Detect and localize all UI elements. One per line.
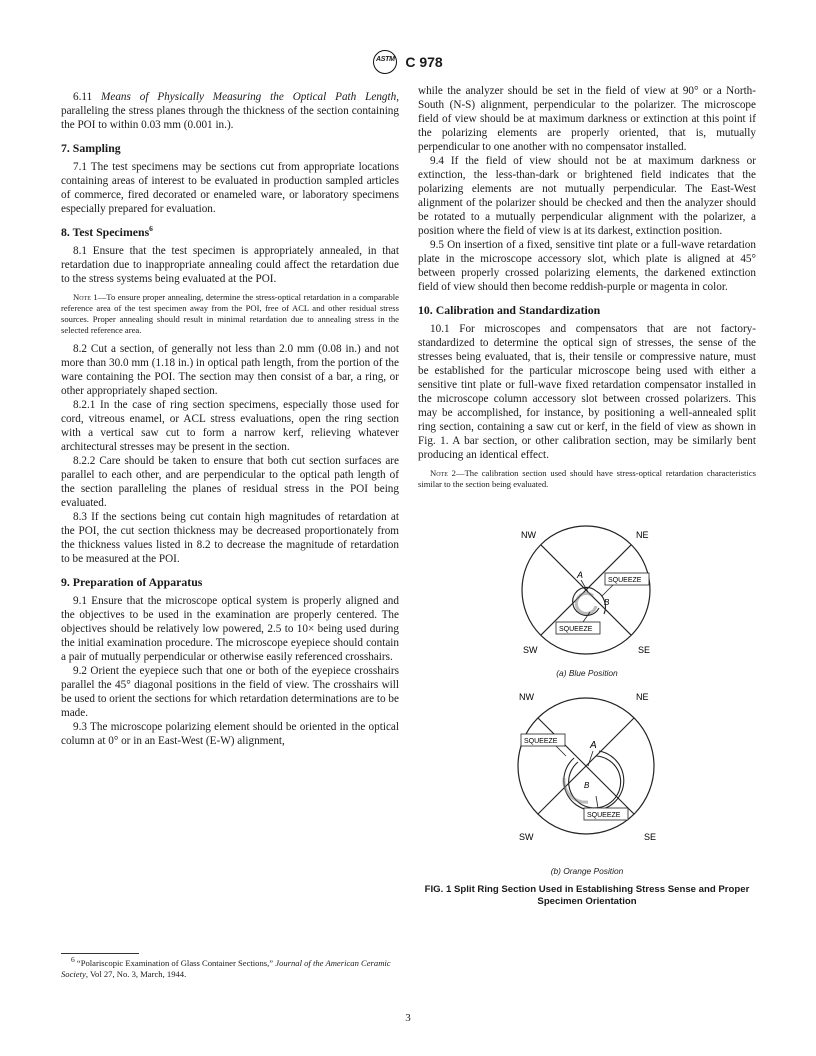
footnote-6: $^6$ “Polariscopic Examination of Glass Container Sections,” Journal of the American Ceramic Society, Vol 27, No. 3, March, 1944.	[61, 955, 391, 979]
compass-se: SE	[638, 645, 651, 655]
astm-logo-icon: ASTM	[373, 50, 397, 74]
paragraph-9-4: 9.4 If the field of view should not be at maximum darkness or extinction, the less-than-dark or brightened field indicates that the polarizing elements are not mutually perpendicular. The East-West alignment of the polarizer should be checked and then the analyzer should be rotated to a mutually perpendicular alignment with the polarizer, a position where the field of view is at its darkest, extinction position.	[418, 155, 756, 237]
standard-designation: C 978	[405, 54, 443, 70]
paragraph-9-3: 9.3 The microscope polarizing element should be oriented in the optical column at 0° or in an East-West (E-W) alignment,	[61, 721, 399, 747]
compass-ne: NE	[636, 692, 649, 702]
squeeze-label-upper: SQUEEZE	[524, 738, 558, 745]
compass-nw: NW	[519, 692, 534, 702]
split-ring-diagram-orange	[418, 678, 756, 863]
section-heading-sampling: 7. Sampling	[61, 141, 121, 155]
figure-caption: FIG. 1 Split Ring Section Used in Establishing Stress Sense and Proper Specimen Orientation	[424, 884, 750, 907]
left-column	[61, 90, 399, 748]
caption-orange-position: (b) Orange Position	[550, 866, 624, 876]
squeeze-label-lower: SQUEEZE	[587, 812, 621, 819]
label-a: A	[590, 740, 597, 751]
paragraph-7-1: 7.1 The test specimens may be sections cut from appropriate locations containing areas of interest to be evaluated in production sampled articles of commerce, fired decorated or enameled ware, or laboratory specimens especially prepared for evaluation.	[61, 161, 399, 215]
page-number: 3	[405, 1012, 411, 1024]
section-heading-preparation: 9. Preparation of Apparatus	[61, 575, 203, 589]
paragraph-6-11: 6.11 Means of Physically Measuring the Optical Path Length, paralleling the stress planes through the thickness of the section containing the POI to within 0.03 mm (0.001 in.).	[61, 91, 399, 131]
section-heading-test-specimens: 8. Test Specimens$^6$	[61, 224, 153, 239]
label-a: A	[577, 570, 584, 580]
squeeze-label-upper: SQUEEZE	[608, 577, 642, 584]
paragraph-9-3-continued: while the analyzer should be set in the field of view at 90° or a North-South (N-S) alignment, perpendicular to the polarizer. The microscope field of view should be at maximum darkness or extinction at this point if the polarizing elements are properly oriented, that is, mutually perpendicular to one another with no compensator installed.	[418, 85, 756, 153]
note-1: Note 1—To ensure proper annealing, determine the stress-optical retardation in a comparable reference area of the test specimen away from the POI, free of ACL and other residual stress sources. Proper annealing should result in minimal retardation due to annealing stress in the selected reference area.	[61, 292, 399, 335]
label-b: B	[584, 781, 590, 790]
label-b: B	[604, 598, 610, 607]
note-2: Note 2—The calibration section used should have stress-optical retardation characteristics similar to the section being evaluated.	[418, 468, 756, 489]
footnote-reference: 6	[149, 224, 153, 234]
compass-sw: SW	[523, 645, 538, 655]
compass-nw: NW	[521, 530, 536, 540]
paragraph-9-1: 9.1 Ensure that the microscope optical system is properly aligned and the objectives to be used in the examination are properly centered. The objectives should be relatively low powered, 2.5 to 10× being used during the initial examination procedure. The microscope eyepiece should contain a pair of mutually perpendicular or otherwise easily referenced crosshairs.	[61, 595, 399, 663]
caption-blue-position: (a) Blue Position	[556, 668, 618, 678]
paragraph-8-3: 8.3 If the sections being cut contain high magnitudes of retardation at the POI, the cut section thickness may be decreased proportionately from the thickness values listed in 8.2 to decrease the magnitude of retardation to be measured at the POI.	[61, 511, 399, 565]
paragraph-10-1: 10.1 For microscopes and compensators that are not factory-standardized to determine the optical sign of stresses, the sense of the stresses being evaluated, that is, their tensile or compressive nature, must be established for the particular microscope being used with either a sensitive tint plate or full-wave fixed retardation compensator installed in the microscope column accessory slot between crossed polarizers. This may be accomplished, for instance, by positioning a well-annealed split ring section, containing a saw cut or kerf, in the field of view as shown in Fig. 1. A bar section, or other calibration section, may be similarly bent producing an identical effect.	[418, 323, 756, 461]
page-header	[0, 50, 816, 74]
figure-1	[418, 508, 756, 907]
compass-ne: NE	[636, 530, 649, 540]
footnote-divider	[61, 953, 139, 954]
split-ring-diagram-blue	[418, 508, 756, 668]
paragraph-9-2: 9.2 Orient the eyepiece such that one or both of the eyepiece crosshairs parallel the 45° diagonal positions in the field of view. The crosshairs will be used to orient the sections for which retardation determinations are to be made.	[61, 665, 399, 719]
right-column	[418, 84, 756, 907]
paragraph-8-2-1: 8.2.1 In the case of ring section specimens, especially those used for cord, vitreous enamel, or ACL stress evaluations, open the ring section with a vertical saw cut to form a narrow kerf, relieving whatever architectural stresses may be present in the section.	[61, 399, 399, 453]
pointer-a	[588, 751, 593, 766]
paragraph-9-5: 9.5 On insertion of a fixed, sensitive tint plate or a full-wave retardation plate in the microscope accessory slot, which plate is aligned at 45° between properly crossed polarizing elements, the darkened extinction field of view should then become reddish-purple or magenta in color.	[418, 239, 756, 293]
squeeze-label-lower: SQUEEZE	[559, 626, 593, 633]
compass-sw: SW	[519, 832, 534, 842]
paragraph-8-2-2: 8.2.2 Care should be taken to ensure that both cut section surfaces are parallel to each other, and are perpendicular to the optical path length of the section paralleling the planes of residual stress in the POI being evaluated.	[61, 455, 399, 509]
paragraph-8-1: 8.1 Ensure that the test specimen is appropriately annealed, in that retardation due to inappropriate annealing could affect the retardation due to the stress systems being evaluated at the POI.	[61, 245, 399, 285]
paragraph-8-2: 8.2 Cut a section, of generally not less than 2.0 mm (0.08 in.) and not more than 30.0 mm (1.18 in.) in optical path length, from the portion of the ware containing the POI. The section may then consist of a bar, a ring, or other appropriately shaped section.	[61, 343, 399, 397]
compass-se: SE	[644, 832, 657, 842]
section-heading-calibration: 10. Calibration and Standardization	[418, 303, 601, 317]
